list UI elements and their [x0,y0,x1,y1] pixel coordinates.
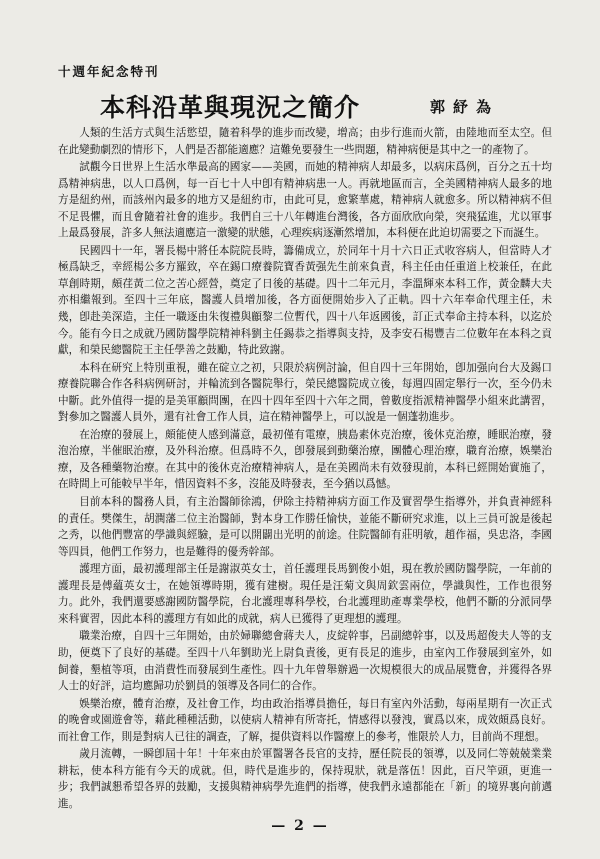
paragraph: 目前本科的醫務人員，有主治醫師徐鴻，伊除主持精神病方面工作及實習學生指導外，并負責神經科的責任。樊傑生，胡潤藩二位主治醫師，對本身工作勝任愉快，並能不斷研究求進，以上三員可說是後起之秀，以他們豐富的學識與經驗，是可以開闢出光明的前途。住院醫師有莊明敏，趙作福，吳忠洛，李國等四員，他們工作努力，也是難得的優秀幹部。 [58,496,552,558]
paragraph: 本科在研究上特別重視，雖在碇立之初，只限於病例討論，但自四十三年開始，卽加强向台大及錫口療養院聯合作各科病例研討，并輪流到各醫院舉行，榮民總醫院成立後，每週四固定舉行一次，至今仍未中斷。此外值得一提的是美軍顧問團，在四十四年至四十六年之間，曾數度指派精神醫學小組來此講習，對參加之醫護人員外，還有社會工作人員，這在精神醫學上，可以說是一個蓬勃進步。 [58,361,552,424]
paragraph: 職業治療，自四十三年開始，由於婦聯總會蔣夫人，皮綻幹事，呂副總幹事，以及馬超俊夫人等的支助，便奠下了良好的基礎。至四十八年劉助光上尉負責後，更有長足的進步，由室內工作發展到室外，如飼養，墾植等項，由消費性而發展到生產性。四十九年曾舉辦過一次規模很大的成品展覽會，并獲得各界人士的好評，這均應歸功於劉員的領導及各同仁的合作。 [58,630,552,693]
paragraph: 人類的生活方式與生活慾望，隨着科學的進步而改變，增高；由步行進而火箭，由陸地而至太空。但在此變動劇烈的情形下，人們是否都能適應？這難免要發生一些問題，精神病便是其中之一的產物了。 [58,127,552,156]
page-number: — 2 — [271,818,329,834]
paragraph: 民國四十一年，署長楊中將任本院院長時，籌備成立，於同年十月十六日正式收容病人，但當時人才極爲缺乏，幸經楊公多方羅致，卒在錫口療養院寶香黃强先生前來負責，科主任由任重道上校兼任，在此草創時期，頗荏黃二位之苦心經營，奠定了日後的基礎。四十二年元月，李溫輝來本科工作，黃金麟大夫亦相繼報到。至四十三年底，醫護人員增加後，各方面便開始步入了正軌。四十六年奉命代理主任，未幾，卽赴美深造，主任一職逐由朱復禮與顧黎二位暫代，四十八年返國後，訂正式奉命主持本科，以迄於今。能有今日之成就乃國防醫學院精神科劉主任錫恭之指導與支持，及李安石楊豐吉二位數年在本科之貢獻，和榮民總醫院王主任學善之鼓勵，特此致謝。 [58,244,552,357]
paragraph: 護理方面，最初護理部主任是謝淑英女士，首任護理長馬劉俊小姐，現在教於國防醫學院，一年前的護理長是傅蘊英女士，在她領導時期，獲有建樹。現任是汪菊文與周欽雲兩位，學識與性，工作也很努力。此外，我們還要感謝國防醫學院，台北護理專科學校，台北護理助產專業學校，他們不斷的分派同學來科實習，因此本科的護理方有如此的成就，病人已獲得了更理想的護理。 [58,563,552,625]
header-label: 十週年紀念特刊 [58,64,160,79]
article-title: 本科沿革與現況之簡介 [100,93,361,122]
paragraph: 試觀今日世界上生活水準最高的國家——美國，而她的精神病人却最多，以病床爲例，百分之五十均爲精神病患，以人口爲例，每一百七十人中卽有精神病患一人。再就地區而言，全美國精神病人最多的地方是紐約州，而該州內最多的地方又是紐約市，由此可見，愈繁華處，精神病人就愈多。所以精神病不但不足畏懼，而且會隨着社會的進步。我們自三十八年轉進台灣後，各方面欣欣向榮，突飛猛進，尤以軍事上最爲發展，許多人無法適應這一激變的狀態，心理疾病逐漸然增加，本科便在此迫切需要之下而誕生。 [58,161,552,240]
paragraph: 在治療的發展上，頗能使人感到滿意，最初僅有電療，胰島素休克治療，後休克治療，睡眠治療，發泡治療，半催眠治療，及外科治療。但爲時不久，卽發展到動藥治療，團體心理治療，職育治療，娛樂治療，及各種藥物治療。在其中的後休克治療精神病人，是在美國尚未有效發現前，本科已經開始實施了，在時間上可能較早半年，惜因資料不多，沒能及時發表，至今猶以爲憾。 [58,428,552,491]
paragraph: 娛樂治療，體育治療，及社會工作，均由政治指導員擔任，每日有室內外活動，每兩星期有一次正式的晚會或園遊會等，藉此種種活動，以使病人精神有所寄托，情感得以發洩，實爲以來，成效頗爲良好。而社會工作，則是對病人已往的調查，了解，提供資料以作醫療上的參考，惟限於人力，目前尚不理想。 [58,697,552,743]
article-body [58,125,552,813]
author-name: 郭紓為 [430,98,500,116]
paragraph: 歲月流轉，一瞬卽屆十年！十年來由於軍醫署各長官的支持，歷任院長的領導，以及同仁等兢兢業業耕耘，使本科方能有今天的成就。但，時代是進步的，保持現狀，就是落伍！因此，百尺竿頭，更進一步；我們誠懇希望各界的鼓勵，支援與精神病學先進們的指導，使我們永遠都能在「新」的境界裏向前邁進。 [58,748,552,810]
